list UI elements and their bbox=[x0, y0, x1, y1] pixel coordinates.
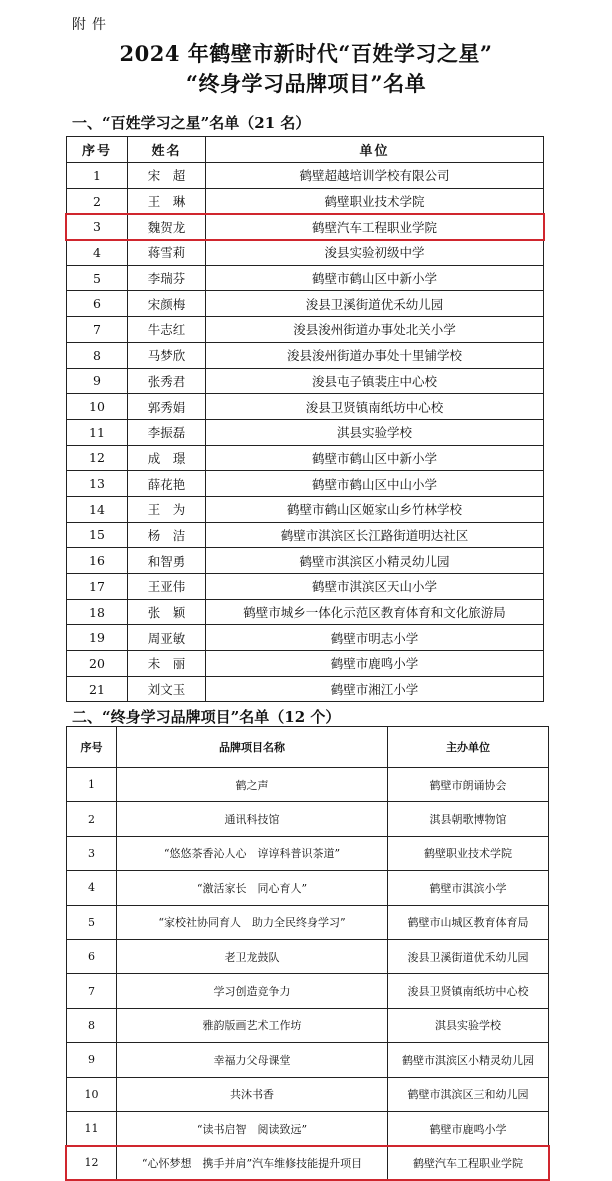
cell-name: 宋颜梅 bbox=[128, 291, 206, 317]
table-row bbox=[67, 574, 544, 600]
cell-index: 11 bbox=[67, 419, 128, 445]
cell-organizer: 鹤壁市淇滨区三和幼儿园 bbox=[388, 1077, 549, 1111]
cell-project: 学习创造竞争力 bbox=[117, 974, 388, 1008]
cell-unit: 鹤壁汽车工程职业学院 bbox=[206, 214, 544, 240]
table-row bbox=[67, 1077, 549, 1111]
column-header-index: 序号 bbox=[67, 727, 117, 768]
table-row bbox=[67, 394, 544, 420]
table-row bbox=[67, 214, 544, 240]
page-title-line-1: 2024 年鹤壁市新时代“百姓学习之星” bbox=[119, 41, 493, 66]
table-row bbox=[67, 240, 544, 266]
cell-index: 17 bbox=[67, 574, 128, 600]
cell-project: “激活家长 同心育人” bbox=[117, 871, 388, 905]
page-title-line-2: “终身学习品牌项目”名单 bbox=[185, 71, 427, 96]
table-row bbox=[67, 342, 544, 368]
cell-name: 李瑞芬 bbox=[128, 265, 206, 291]
cell-index: 10 bbox=[67, 394, 128, 420]
table-row bbox=[67, 496, 544, 522]
cell-index: 6 bbox=[67, 291, 128, 317]
cell-project: 幸福力父母课堂 bbox=[117, 1043, 388, 1077]
cell-organizer: 浚县卫溪街道优禾幼儿园 bbox=[388, 939, 549, 973]
cell-index: 3 bbox=[67, 214, 128, 240]
table-row bbox=[67, 599, 544, 625]
table-row bbox=[67, 368, 544, 394]
cell-name: 王 琳 bbox=[128, 188, 206, 214]
cell-index: 1 bbox=[67, 768, 117, 802]
cell-project: “心怀梦想 携手并肩”汽车维修技能提升项目 bbox=[117, 1146, 388, 1180]
cell-index: 4 bbox=[67, 871, 117, 905]
table-header-row bbox=[67, 727, 549, 768]
section-2-heading: 二、“终身学习品牌项目”名单（12 个） bbox=[72, 708, 341, 726]
cell-organizer: 鹤壁市鹿鸣小学 bbox=[388, 1111, 549, 1145]
cell-index: 8 bbox=[67, 1008, 117, 1042]
column-header-index: 序号 bbox=[67, 137, 128, 163]
cell-unit: 鹤壁市淇滨区天山小学 bbox=[206, 574, 544, 600]
cell-name: 马梦欣 bbox=[128, 342, 206, 368]
cell-index: 18 bbox=[67, 599, 128, 625]
table-row bbox=[67, 548, 544, 574]
cell-unit: 鹤壁超越培训学校有限公司 bbox=[206, 163, 544, 189]
cell-unit: 鹤壁市鹤山区姬家山乡竹林学校 bbox=[206, 496, 544, 522]
cell-organizer: 鹤壁职业技术学院 bbox=[388, 836, 549, 870]
cell-index: 20 bbox=[67, 651, 128, 677]
cell-organizer: 鹤壁市淇滨区小精灵幼儿园 bbox=[388, 1043, 549, 1077]
cell-name: 薛花艳 bbox=[128, 471, 206, 497]
cell-name: 未 丽 bbox=[128, 651, 206, 677]
column-header-name: 姓名 bbox=[128, 137, 206, 163]
cell-index: 21 bbox=[67, 676, 128, 702]
cell-unit: 鹤壁市鹤山区中新小学 bbox=[206, 445, 544, 471]
cell-unit: 鹤壁市鹤山区中新小学 bbox=[206, 265, 544, 291]
cell-name: 刘文玉 bbox=[128, 676, 206, 702]
cell-index: 19 bbox=[67, 625, 128, 651]
table-row bbox=[67, 445, 544, 471]
cell-organizer: 淇县实验学校 bbox=[388, 1008, 549, 1042]
cell-index: 6 bbox=[67, 939, 117, 973]
stars-table bbox=[66, 136, 544, 702]
table-row bbox=[67, 265, 544, 291]
cell-index: 11 bbox=[67, 1111, 117, 1145]
cell-name: 魏贺龙 bbox=[128, 214, 206, 240]
cell-unit: 鹤壁市淇滨区长江路街道明达社区 bbox=[206, 522, 544, 548]
attachment-label: 附件 bbox=[72, 17, 112, 33]
column-header-organizer: 主办单位 bbox=[388, 727, 549, 768]
cell-project: “读书启智 阅读致远” bbox=[117, 1111, 388, 1145]
table-row bbox=[67, 1146, 549, 1180]
column-header-project: 品牌项目名称 bbox=[117, 727, 388, 768]
cell-index: 2 bbox=[67, 802, 117, 836]
cell-project: “悠悠茶香沁人心 谆谆科普识茶道” bbox=[117, 836, 388, 870]
projects-table bbox=[66, 726, 549, 1181]
cell-index: 7 bbox=[67, 317, 128, 343]
table-row bbox=[67, 163, 544, 189]
cell-index: 7 bbox=[67, 974, 117, 1008]
cell-name: 成 璟 bbox=[128, 445, 206, 471]
cell-organizer: 鹤壁市山城区教育体育局 bbox=[388, 905, 549, 939]
cell-index: 16 bbox=[67, 548, 128, 574]
cell-name: 牛志红 bbox=[128, 317, 206, 343]
cell-project: 老卫龙鼓队 bbox=[117, 939, 388, 973]
table-header-row bbox=[67, 137, 544, 163]
cell-name: 宋 超 bbox=[128, 163, 206, 189]
cell-name: 张 颖 bbox=[128, 599, 206, 625]
cell-name: 张秀君 bbox=[128, 368, 206, 394]
table-row bbox=[67, 768, 549, 802]
cell-index: 12 bbox=[67, 1146, 117, 1180]
cell-index: 1 bbox=[67, 163, 128, 189]
cell-index: 10 bbox=[67, 1077, 117, 1111]
cell-unit: 鹤壁市城乡一体化示范区教育体育和文化旅游局 bbox=[206, 599, 544, 625]
cell-unit: 浚县屯子镇裴庄中心校 bbox=[206, 368, 544, 394]
cell-unit: 鹤壁市明志小学 bbox=[206, 625, 544, 651]
cell-name: 和智勇 bbox=[128, 548, 206, 574]
section-1-heading: 一、“百姓学习之星”名单（21 名） bbox=[72, 114, 311, 132]
cell-index: 5 bbox=[67, 265, 128, 291]
cell-index: 9 bbox=[67, 368, 128, 394]
table-row bbox=[67, 676, 544, 702]
table-row bbox=[67, 317, 544, 343]
cell-index: 2 bbox=[67, 188, 128, 214]
cell-index: 12 bbox=[67, 445, 128, 471]
cell-index: 8 bbox=[67, 342, 128, 368]
cell-index: 4 bbox=[67, 240, 128, 266]
cell-project: 鹤之声 bbox=[117, 768, 388, 802]
cell-organizer: 鹤壁汽车工程职业学院 bbox=[388, 1146, 549, 1180]
table-row bbox=[67, 905, 549, 939]
cell-unit: 鹤壁市鹿鸣小学 bbox=[206, 651, 544, 677]
cell-index: 15 bbox=[67, 522, 128, 548]
table-row bbox=[67, 871, 549, 905]
cell-unit: 鹤壁市淇滨区小精灵幼儿园 bbox=[206, 548, 544, 574]
table-row bbox=[67, 188, 544, 214]
table-row bbox=[67, 651, 544, 677]
cell-name: 蒋雪莉 bbox=[128, 240, 206, 266]
cell-organizer: 鹤壁市淇滨小学 bbox=[388, 871, 549, 905]
cell-unit: 浚县卫贤镇南纸坊中心校 bbox=[206, 394, 544, 420]
table-row bbox=[67, 522, 544, 548]
cell-project: “家校社协同育人 助力全民终身学习” bbox=[117, 905, 388, 939]
cell-index: 9 bbox=[67, 1043, 117, 1077]
table-row bbox=[67, 625, 544, 651]
cell-name: 周亚敏 bbox=[128, 625, 206, 651]
cell-index: 3 bbox=[67, 836, 117, 870]
cell-index: 14 bbox=[67, 496, 128, 522]
cell-project: 通讯科技馆 bbox=[117, 802, 388, 836]
cell-name: 王 为 bbox=[128, 496, 206, 522]
cell-unit: 浚县实验初级中学 bbox=[206, 240, 544, 266]
cell-index: 5 bbox=[67, 905, 117, 939]
table-row bbox=[67, 1043, 549, 1077]
cell-unit: 浚县浚州街道办事处十里铺学校 bbox=[206, 342, 544, 368]
column-header-unit: 单位 bbox=[206, 137, 544, 163]
cell-unit: 鹤壁市湘江小学 bbox=[206, 676, 544, 702]
cell-unit: 鹤壁职业技术学院 bbox=[206, 188, 544, 214]
cell-name: 郭秀娟 bbox=[128, 394, 206, 420]
table-row bbox=[67, 939, 549, 973]
cell-index: 13 bbox=[67, 471, 128, 497]
table-row bbox=[67, 471, 544, 497]
cell-name: 杨 洁 bbox=[128, 522, 206, 548]
cell-organizer: 鹤壁市朗诵协会 bbox=[388, 768, 549, 802]
cell-name: 李振磊 bbox=[128, 419, 206, 445]
cell-unit: 鹤壁市鹤山区中山小学 bbox=[206, 471, 544, 497]
table-row bbox=[67, 1008, 549, 1042]
cell-unit: 浚县卫溪街道优禾幼儿园 bbox=[206, 291, 544, 317]
table-row bbox=[67, 802, 549, 836]
table-row bbox=[67, 1111, 549, 1145]
table-row bbox=[67, 836, 549, 870]
cell-project: 共沐书香 bbox=[117, 1077, 388, 1111]
cell-project: 雅韵版画艺术工作坊 bbox=[117, 1008, 388, 1042]
cell-unit: 淇县实验学校 bbox=[206, 419, 544, 445]
cell-unit: 浚县浚州街道办事处北关小学 bbox=[206, 317, 544, 343]
table-row bbox=[67, 974, 549, 1008]
table-row bbox=[67, 419, 544, 445]
cell-name: 王亚伟 bbox=[128, 574, 206, 600]
cell-organizer: 淇县朝歌博物馆 bbox=[388, 802, 549, 836]
table-row bbox=[67, 291, 544, 317]
cell-organizer: 浚县卫贤镇南纸坊中心校 bbox=[388, 974, 549, 1008]
